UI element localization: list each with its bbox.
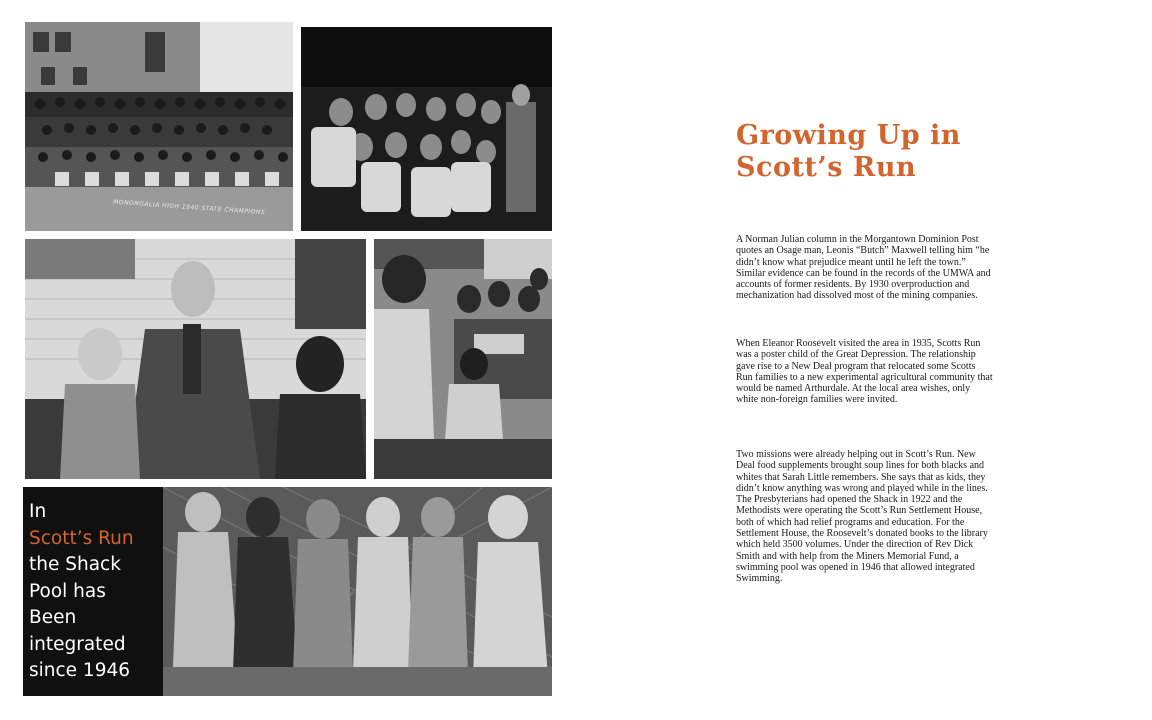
pool-caption-line-2: Scott’s Run: [29, 527, 134, 549]
photo-pool-children: [23, 487, 552, 696]
photo-football-team: [25, 22, 293, 231]
classroom-image: [301, 27, 552, 231]
photo-children-classroom: [374, 239, 552, 479]
children-classroom-image: [374, 239, 552, 479]
photo-teacher-with-boys: [25, 239, 366, 479]
football-inscription: MONONGALIA HIGH 1940 STATE CHAMPIONS: [112, 198, 266, 217]
article-paragraph-2: When Eleanor Roosevelt visited the area in 1935, Scotts Run was a poster child of the Great Depression. The relationship gave rise to a New Deal program that relocated some Scotts Run families to a new experimental agricultural community that would be named Arthurdale. At the local area wishes, only white non-foreign families were invited.: [736, 338, 993, 406]
article-title-line-1: Growing Up in: [736, 120, 961, 151]
pool-caption: [29, 499, 179, 685]
pool-caption-line-7: since 1946: [29, 660, 131, 681]
pool-caption-line-1: In: [29, 501, 47, 522]
pool-caption-line-3: the Shack: [29, 554, 121, 575]
article-title: [736, 120, 1066, 184]
photo-classroom: [301, 27, 552, 231]
teacher-boys-image: [25, 239, 366, 479]
article-paragraph-3: Two missions were already helping out in Scott’s Run. New Deal food supplements brought soup lines for both blacks and whites that Sarah Little remembers. She says that as kids, they didn’t know anything was wrong and played while in the lines. The Presbyterians had opened the Shack in 1922 and the Methodists were operating the Scott’s Run Settlement House, both of which had relief programs and education. For the Settlement House, the Roosevelt’s donated books to the library which held 3500 volumes. Under the direction of Rev Dick Smith and with help from the Miners Memorial Fund, a swimming pool was opened in 1946 that allowed integrated Swimming.: [736, 449, 988, 585]
article-paragraph-1: A Norman Julian column in the Morgantown Dominion Post quotes an Osage man, Leonis “Butch” Maxwell telling him “he didn’t know what prejudice meant until he left the town.” Similar evidence can be found in the records of the UMWA and accounts of former residents. By 1930 overproduction and mechanization had dissolved most of the mining companies.: [736, 234, 991, 302]
pool-caption-line-6: integrated: [29, 633, 126, 655]
pool-caption-line-4: Pool has: [29, 580, 106, 602]
article-title-line-2: Scott’s Run: [736, 152, 917, 183]
pool-caption-line-5: Been: [29, 607, 77, 628]
football-team-image: [25, 22, 293, 231]
